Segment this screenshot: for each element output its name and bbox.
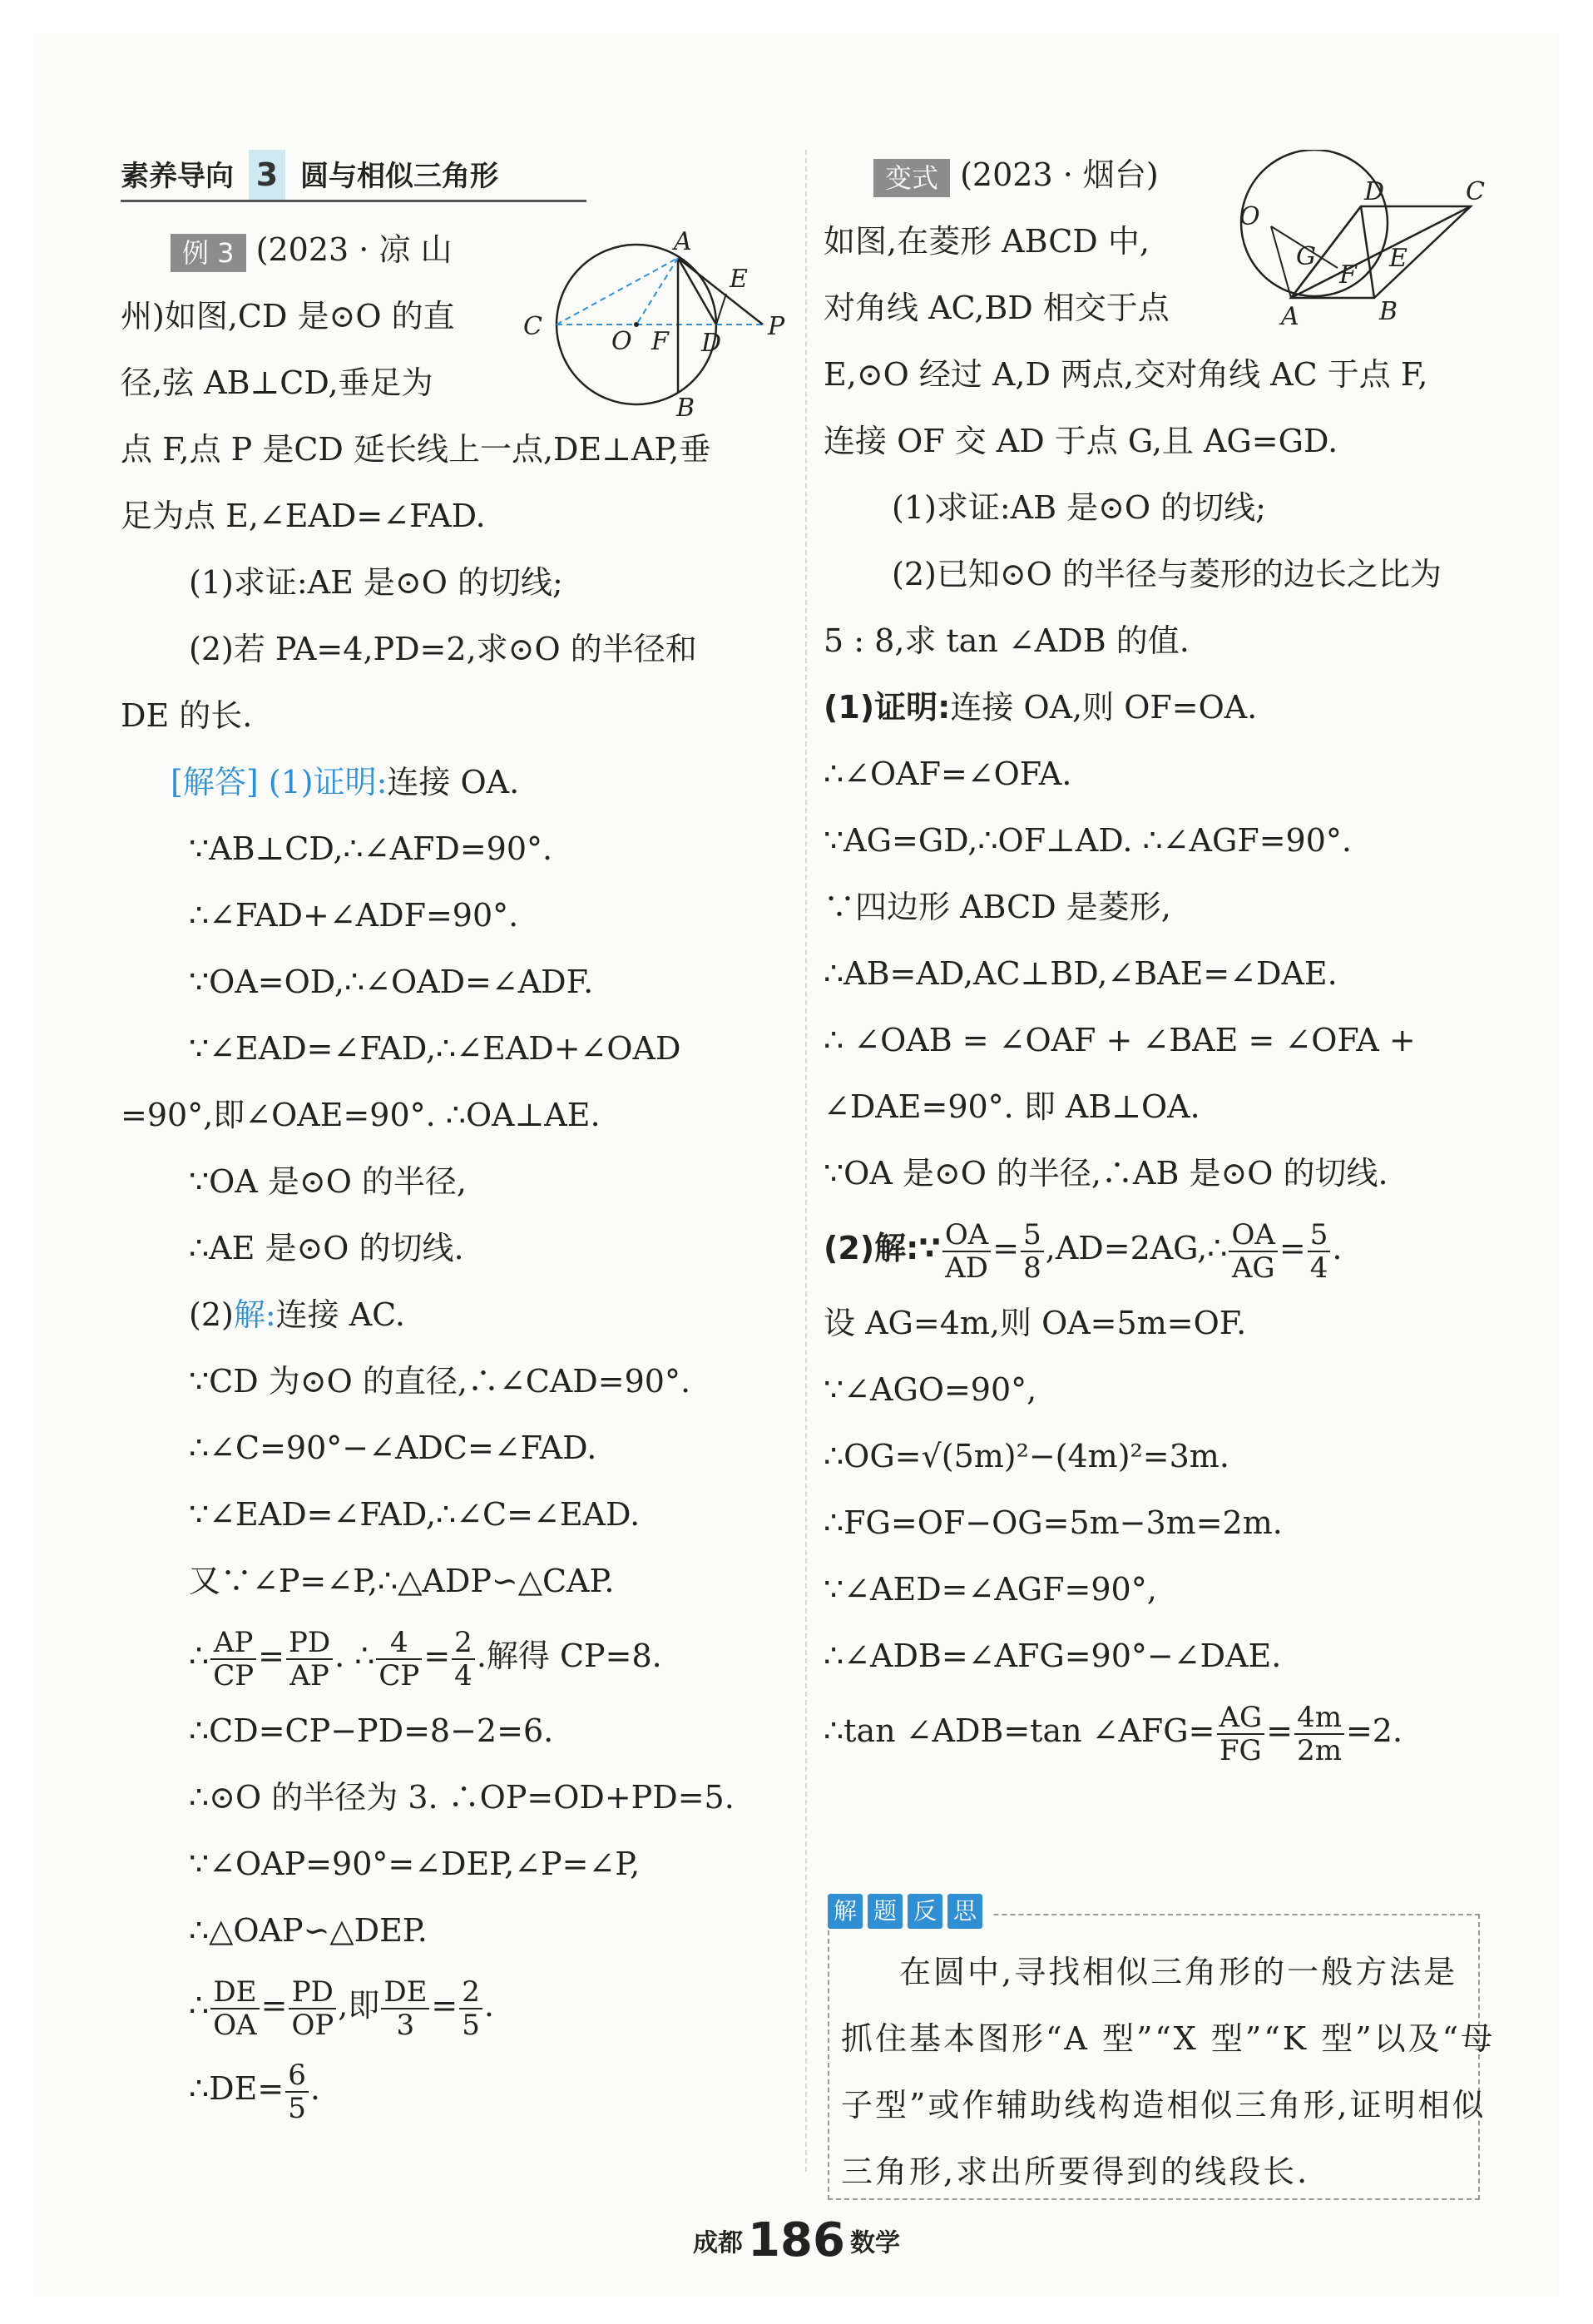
section-number: 3 bbox=[249, 150, 285, 200]
ratio-line-2 bbox=[121, 1964, 794, 2047]
footer-subject: 数学 bbox=[849, 2228, 900, 2258]
fraction bbox=[942, 1217, 991, 1285]
variant-proof-line: ∵AG=GD,∴OF⊥AD. ∴∠AGF=90°. bbox=[824, 822, 1352, 859]
reflection-header bbox=[824, 1894, 991, 1929]
fig1-label-b: B bbox=[676, 394, 695, 416]
variant-line: E,⊙O 经过 A,D 两点,交对角线 AC 于点 F, bbox=[824, 356, 1428, 393]
variant-proof-line: ∵OA 是⊙O 的半径,∴AB 是⊙O 的切线. bbox=[824, 1155, 1388, 1192]
after-line: ∵∠OAP=90°=∠DEP,∠P=∠P, bbox=[189, 1846, 641, 1882]
fraction-numerator: 4 bbox=[376, 1628, 422, 1660]
tan-lead: ∴tan ∠ADB=tan ∠AFG= bbox=[824, 1712, 1215, 1749]
fraction-denominator: 5 bbox=[288, 2091, 306, 2125]
fraction-denominator: OA bbox=[213, 2008, 257, 2042]
part2-first-line: 连接 AC. bbox=[275, 1296, 405, 1333]
equals-sign: = bbox=[992, 1230, 1020, 1266]
reflection-body bbox=[841, 1939, 1496, 2205]
fraction-numerator: DE bbox=[210, 1978, 259, 2009]
ratio1-tail: .解得 CP=8. bbox=[476, 1638, 662, 1674]
ratio2-mid: ,即 bbox=[338, 1987, 380, 2024]
fig1-label-a: A bbox=[674, 227, 692, 256]
fraction bbox=[1021, 1217, 1044, 1285]
variant-part2-mid: ,AD=2AG,∴ bbox=[1045, 1230, 1228, 1266]
fraction-numerator: OA bbox=[1229, 1221, 1277, 1252]
fig2-label-b: B bbox=[1379, 297, 1398, 326]
example-line: 州)如图,CD 是⊙O 的直 bbox=[121, 298, 455, 334]
final-lead: ∴DE= bbox=[189, 2070, 284, 2107]
variant-part2-line: ∵∠AED=∠AGF=90°, bbox=[824, 1571, 1157, 1608]
fraction-denominator: 4 bbox=[454, 1658, 472, 1692]
page-footer bbox=[0, 2213, 1593, 2267]
fraction-numerator: PD bbox=[286, 1628, 333, 1660]
final-answer-line bbox=[121, 2047, 794, 2130]
fraction bbox=[1229, 1217, 1277, 1285]
variant-source: (2023 · 烟台) bbox=[960, 156, 1159, 193]
fraction bbox=[210, 1975, 259, 2042]
answer-tag: [解答] bbox=[171, 764, 259, 800]
section-title: 圆与相似三角形 bbox=[300, 160, 498, 193]
fraction-numerator: AP bbox=[210, 1628, 256, 1660]
fig2-label-f: F bbox=[1339, 260, 1357, 290]
tan-tail: =2. bbox=[1345, 1712, 1403, 1749]
part2-line: ∵∠EAD=∠FAD,∴∠C=∠EAD. bbox=[189, 1496, 641, 1533]
fig1-label-p: P bbox=[768, 312, 785, 341]
fraction bbox=[1294, 1700, 1344, 1767]
variant-part2-line bbox=[824, 1207, 1481, 1290]
example-line: (1)求证:AE 是⊙O 的切线; bbox=[189, 564, 563, 601]
part2-line: ∵CD 为⊙O 的直径,∴∠CAD=90°. bbox=[189, 1363, 691, 1400]
fraction bbox=[289, 1975, 336, 2042]
fig1-label-e: E bbox=[730, 265, 748, 294]
variant-proof-line: ∴∠OAF=∠OFA. bbox=[824, 756, 1072, 792]
fraction-denominator: 8 bbox=[1023, 1251, 1041, 1285]
fraction-numerator: OA bbox=[942, 1221, 991, 1252]
fraction-numerator: 2 bbox=[452, 1628, 475, 1660]
fig2-label-e: E bbox=[1389, 244, 1407, 273]
variant-header bbox=[824, 141, 1481, 208]
variant-part2-line: ∵∠AGO=90°, bbox=[824, 1371, 1037, 1408]
variant-proof-first: 连接 OA,则 OF=OA. bbox=[950, 689, 1258, 726]
fraction-numerator: 5 bbox=[1021, 1221, 1044, 1252]
reflection-box bbox=[828, 1897, 1496, 2200]
proof-tag: (1)证明: bbox=[268, 764, 388, 800]
part2-prefix: (2) bbox=[189, 1296, 234, 1333]
fraction-denominator: AG bbox=[1231, 1251, 1275, 1285]
fraction-numerator: 5 bbox=[1308, 1221, 1331, 1252]
fraction-numerator: DE bbox=[381, 1978, 429, 2009]
reflection-tag: 反 bbox=[908, 1894, 942, 1929]
variant-part2-line: 设 AG=4m,则 OA=5m=OF. bbox=[824, 1305, 1247, 1341]
proof-line: ∵OA 是⊙O 的半径, bbox=[189, 1163, 468, 1200]
ratio2-tail: . bbox=[483, 1987, 494, 2024]
part2-line: ∴∠C=90°−∠ADC=∠FAD. bbox=[189, 1430, 597, 1466]
fraction bbox=[376, 1625, 422, 1692]
fraction bbox=[381, 1975, 429, 2042]
ratio1-mid: . ∴ bbox=[334, 1638, 375, 1674]
section-heading bbox=[121, 150, 586, 202]
fraction bbox=[459, 1975, 482, 2042]
equals-sign: = bbox=[1266, 1712, 1294, 1749]
solution-header bbox=[121, 749, 794, 815]
fig2-label-a: A bbox=[1281, 302, 1299, 331]
fraction-denominator: 2m bbox=[1297, 1733, 1342, 1767]
part2-header bbox=[121, 1281, 794, 1348]
example-tag: 例 3 bbox=[171, 234, 246, 272]
fraction bbox=[452, 1625, 475, 1692]
proof-line: ∵∠EAD=∠FAD,∴∠EAD+∠OAD bbox=[189, 1030, 681, 1067]
variant-part2-tail: . bbox=[1332, 1230, 1343, 1266]
fraction-numerator: 2 bbox=[459, 1978, 482, 2009]
footer-city: 成都 bbox=[693, 2228, 744, 2258]
fraction-denominator: CP bbox=[378, 1658, 420, 1692]
example-source: (2023 · 凉 山 bbox=[255, 231, 453, 268]
part2-tag: 解: bbox=[233, 1296, 276, 1333]
ratio2-lead: ∴ bbox=[189, 1987, 210, 2024]
variant-tan-line bbox=[824, 1689, 1481, 1772]
variant-part2-lead: (2)解:∵ bbox=[824, 1230, 941, 1266]
variant-proof-tag: (1)证明: bbox=[824, 689, 951, 726]
example-header bbox=[121, 216, 794, 283]
final-tail: . bbox=[309, 2070, 320, 2107]
after-line: ∴⊙O 的半径为 3. ∴OP=OD+PD=5. bbox=[189, 1779, 735, 1816]
fig1-label-o: O bbox=[611, 327, 632, 356]
variant-line: 连接 OF 交 AD 于点 G,且 AG=GD. bbox=[824, 423, 1338, 459]
column-divider bbox=[805, 150, 807, 2172]
equals-sign: = bbox=[431, 1987, 458, 2024]
proof-first-line: 连接 OA. bbox=[387, 764, 520, 800]
variant-proof-line: ∠DAE=90°. 即 AB⊥OA. bbox=[824, 1088, 1200, 1125]
part2-line: 又∵∠P=∠P,∴△ADP∽△CAP. bbox=[189, 1563, 615, 1599]
after-line: ∴△OAP∽△DEP. bbox=[189, 1912, 428, 1949]
fraction bbox=[285, 2058, 309, 2125]
variant-line: (2)已知⊙O 的半径与菱形的边长之比为 bbox=[892, 556, 1442, 592]
variant-tag: 变式 bbox=[873, 159, 950, 197]
fraction-denominator: 4 bbox=[1309, 1251, 1328, 1285]
variant-proof-header bbox=[824, 674, 1481, 741]
fig2-label-d: D bbox=[1364, 177, 1385, 206]
fig2-label-o: O bbox=[1239, 202, 1260, 231]
variant-line: 对角线 AC,BD 相交于点 bbox=[824, 290, 1170, 326]
proof-line: ∵AB⊥CD,∴∠AFD=90°. bbox=[189, 830, 553, 867]
fraction-denominator: 3 bbox=[396, 2008, 415, 2042]
example-line: 点 F,点 P 是CD 延长线上一点,DE⊥AP,垂 bbox=[121, 431, 711, 468]
proof-line: ∵OA=OD,∴∠OAD=∠ADF. bbox=[189, 964, 594, 1000]
fraction bbox=[210, 1625, 256, 1692]
proof-line: =90°,即∠OAE=90°. ∴OA⊥AE. bbox=[121, 1097, 601, 1133]
fraction-numerator: PD bbox=[289, 1978, 336, 2009]
variant-proof-line: ∴ ∠OAB = ∠OAF + ∠BAE = ∠OFA + bbox=[824, 1022, 1416, 1058]
variant-line: 5 : 8,求 tan ∠ADB 的值. bbox=[824, 622, 1190, 659]
fraction-denominator: CP bbox=[213, 1658, 255, 1692]
variant-part2-line: ∴FG=OF−OG=5m−3m=2m. bbox=[824, 1504, 1283, 1541]
fraction bbox=[1217, 1700, 1265, 1767]
fig1-label-d: D bbox=[701, 329, 722, 358]
proof-line: ∴AE 是⊙O 的切线. bbox=[189, 1230, 464, 1266]
left-column bbox=[121, 216, 794, 2130]
variant-line: (1)求证:AB 是⊙O 的切线; bbox=[892, 489, 1266, 526]
equals-sign: = bbox=[258, 1638, 284, 1674]
reflection-line: 抓住基本图形“A 型”“X 型”“K 型”以及“母 bbox=[841, 2020, 1496, 2057]
fraction bbox=[1308, 1217, 1331, 1285]
page-number: 186 bbox=[748, 2213, 845, 2267]
example-line: 足为点 E,∠EAD=∠FAD. bbox=[121, 498, 486, 534]
example-line: (2)若 PA=4,PD=2,求⊙O 的半径和 bbox=[189, 631, 697, 667]
fraction-denominator: AD bbox=[945, 1251, 988, 1285]
variant-part2-line: ∴OG=√(5m)²−(4m)²=3m. bbox=[824, 1438, 1229, 1474]
fraction-denominator: AP bbox=[289, 1658, 329, 1692]
example-line: DE 的长. bbox=[121, 697, 253, 734]
section-label: 素养导向 bbox=[121, 160, 234, 193]
equals-sign: = bbox=[423, 1638, 451, 1674]
reflection-tag: 思 bbox=[947, 1894, 982, 1929]
fraction-denominator: FG bbox=[1219, 1733, 1262, 1767]
variant-proof-line: ∵四边形 ABCD 是菱形, bbox=[824, 889, 1171, 925]
fraction-numerator: AG bbox=[1217, 1703, 1265, 1735]
fraction-denominator: 5 bbox=[462, 2008, 480, 2042]
ratio1-lead: ∴ bbox=[189, 1638, 210, 1674]
fraction bbox=[286, 1625, 333, 1692]
proof-line: ∴∠FAD+∠ADF=90°. bbox=[189, 897, 519, 934]
reflection-line: 子型”或作辅助线构造相似三角形,证明相似 bbox=[841, 2087, 1487, 2123]
fraction-denominator: OP bbox=[291, 2008, 334, 2042]
fig2-label-c: C bbox=[1466, 177, 1485, 206]
fig2-label-g: G bbox=[1296, 242, 1316, 271]
ratio-line-1 bbox=[121, 1614, 794, 1697]
variant-part2-line: ∴∠ADB=∠AFG=90°−∠DAE. bbox=[824, 1638, 1282, 1674]
variant-proof-line: ∴AB=AD,AC⊥BD,∠BAE=∠DAE. bbox=[824, 955, 1338, 992]
fig1-label-c: C bbox=[523, 312, 542, 341]
after-line: ∴CD=CP−PD=8−2=6. bbox=[189, 1712, 554, 1749]
equals-sign: = bbox=[260, 1987, 288, 2024]
reflection-line: 三角形,求出所要得到的线段长. bbox=[841, 2153, 1310, 2190]
example-line: 径,弦 AB⊥CD,垂足为 bbox=[121, 364, 433, 401]
fig1-label-f: F bbox=[651, 327, 669, 356]
reflection-line: 在圆中,寻找相似三角形的一般方法是 bbox=[899, 1954, 1458, 1990]
reflection-tag: 解 bbox=[828, 1894, 863, 1929]
reflection-tag: 题 bbox=[868, 1894, 903, 1929]
right-column bbox=[824, 141, 1481, 1772]
equals-sign: = bbox=[1279, 1230, 1306, 1266]
fraction-numerator: 6 bbox=[285, 2061, 309, 2093]
fraction-numerator: 4m bbox=[1294, 1703, 1344, 1735]
variant-line: 如图,在菱形 ABCD 中, bbox=[824, 223, 1150, 260]
